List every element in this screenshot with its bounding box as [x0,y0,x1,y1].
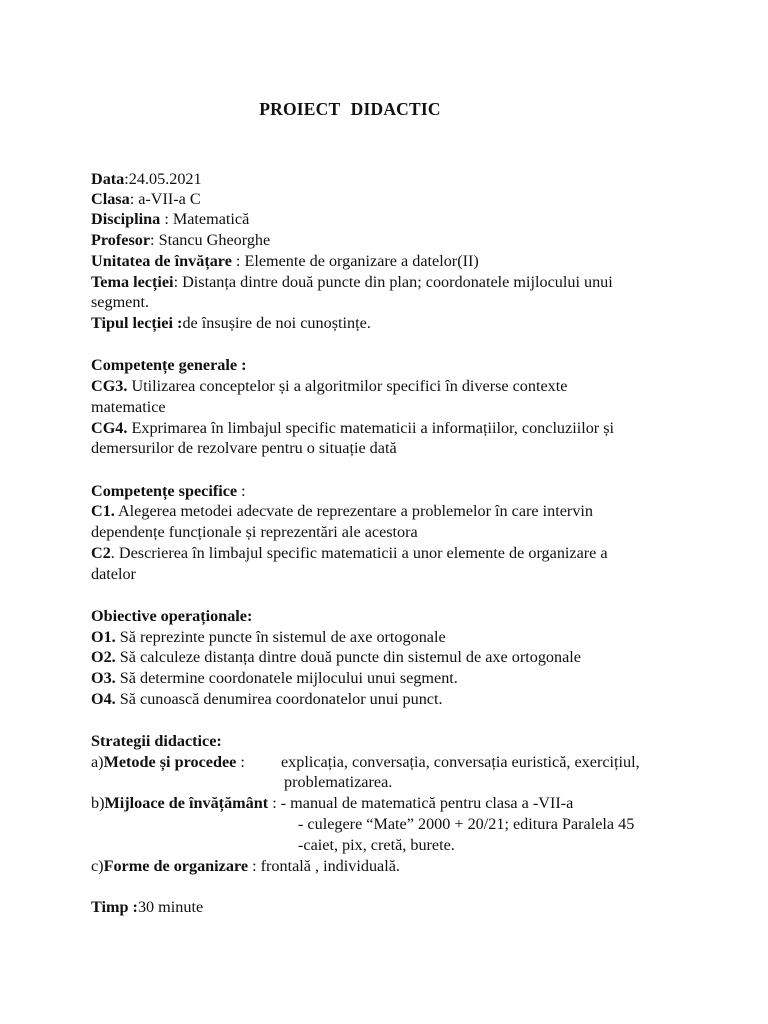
lesson-type-value: de însușire de noi cunoștințe. [182,314,371,332]
topic-label: Tema lecției [91,273,174,291]
topic-line [91,272,613,292]
lesson-type-label: Tipul lecției : [91,314,183,332]
o1-text: Să reprezinte puncte în sistemul de axe ortogonale [115,628,446,646]
o4-code: O4. [91,690,116,708]
unit-label: Unitatea de învățare [91,252,232,270]
topic-value: : Distanța dintre două puncte din plan; coordonatele mijlocului unui [173,273,613,291]
lesson-type-line [91,313,371,333]
methods-text-continued: problematizarea. [284,773,393,791]
unit-value: : Elemente de organizare a datelor(II) [231,252,479,270]
c1-code: C1. [91,502,115,520]
o1-line [91,627,446,647]
cg3-line-continued: matematice [91,398,166,416]
o3-line [91,668,458,688]
objectives-heading: Obiective operaționale: [91,607,253,625]
methods-prefix: a) [91,753,104,771]
means-text-3: -caiet, pix, cretă, burete. [298,836,455,854]
c1-line-continued: dependențe funcționale și reprezentări ale acestora [91,523,418,541]
o3-text: Să determine coordonatele mijlocului unui segment. [115,669,458,687]
c1-text: Alegerea metodei adecvate de reprezentare a problemelor în care intervin [114,502,594,520]
c2-line-continued: datelor [91,565,136,583]
cg4-text: Exprimarea în limbajul specific matematicii a informațiilor, concluziilor și [127,419,615,437]
o4-line [91,689,443,709]
c2-text: . Descrierea în limbajul specific matematicii a unor elemente de organizare a [110,544,608,562]
date-line [91,169,202,189]
cg3-text: Utilizarea conceptelor și a algoritmilor specifici în diverse contexte [127,377,568,395]
time-line [91,897,203,917]
methods-text: explicația, conversația, conversația euristică, exercițiul, [281,753,640,771]
o2-line [91,647,581,667]
o4-text: Să cunoască denumirea coordonatelor unui punct. [115,690,443,708]
class-line [91,189,201,209]
document-title: PROIECT DIDACTIC [259,99,441,119]
teacher-label: Profesor [91,231,151,249]
means-text-2: - culegere “Mate” 2000 + 20/21; editura Paralela 45 [298,815,635,833]
o3-code: O3. [91,669,116,687]
strategies-heading: Strategii didactice: [91,732,222,750]
o2-text: Să calculeze distanța dintre două puncte din sistemul de axe ortogonale [115,648,581,666]
methods-label: Metode și procedee [103,753,237,771]
cg3-line [91,376,567,396]
class-value: : a-VII-a C [129,190,201,208]
date-value: :24.05.2021 [124,170,202,188]
discipline-value: : Matematică [160,210,250,228]
unit-line [91,251,479,271]
class-label: Clasa [91,190,130,208]
discipline-label: Disciplina [91,210,161,228]
means-prefix: b) [91,794,105,812]
time-label: Timp : [91,898,138,916]
date-label: Data [91,170,125,188]
forms-prefix: c) [91,857,104,875]
specific-competences-title: Competențe specifice [91,482,238,500]
c2-code: C2 [91,544,111,562]
means-text: : - manual de matematică pentru clasa a -VII-a [268,794,574,812]
o1-code: O1. [91,628,116,646]
means-line [91,793,573,813]
forms-text: : frontală , individuală. [248,857,400,875]
teacher-line [91,230,270,250]
discipline-line [91,209,249,229]
c1-line [91,501,593,521]
c2-line [91,543,608,563]
specific-competences-suffix: : [237,482,246,500]
time-value: 30 minute [137,898,204,916]
forms-line [91,856,400,876]
forms-label: Forme de organizare [103,857,249,875]
topic-line-continued: segment. [91,293,149,311]
cg3-code: CG3. [91,377,128,395]
cg4-line-continued: demersurilor de rezolvare pentru o situație dată [91,439,397,457]
cg4-code: CG4. [91,419,128,437]
o2-code: O2. [91,648,116,666]
teacher-value: : Stancu Gheorghe [150,231,271,249]
specific-competences-heading [91,481,246,501]
methods-separator: : [236,753,245,771]
means-label: Mijloace de învățământ [104,794,269,812]
cg4-line [91,418,614,438]
methods-line [91,752,245,772]
general-competences-heading: Competențe generale : [91,356,247,374]
